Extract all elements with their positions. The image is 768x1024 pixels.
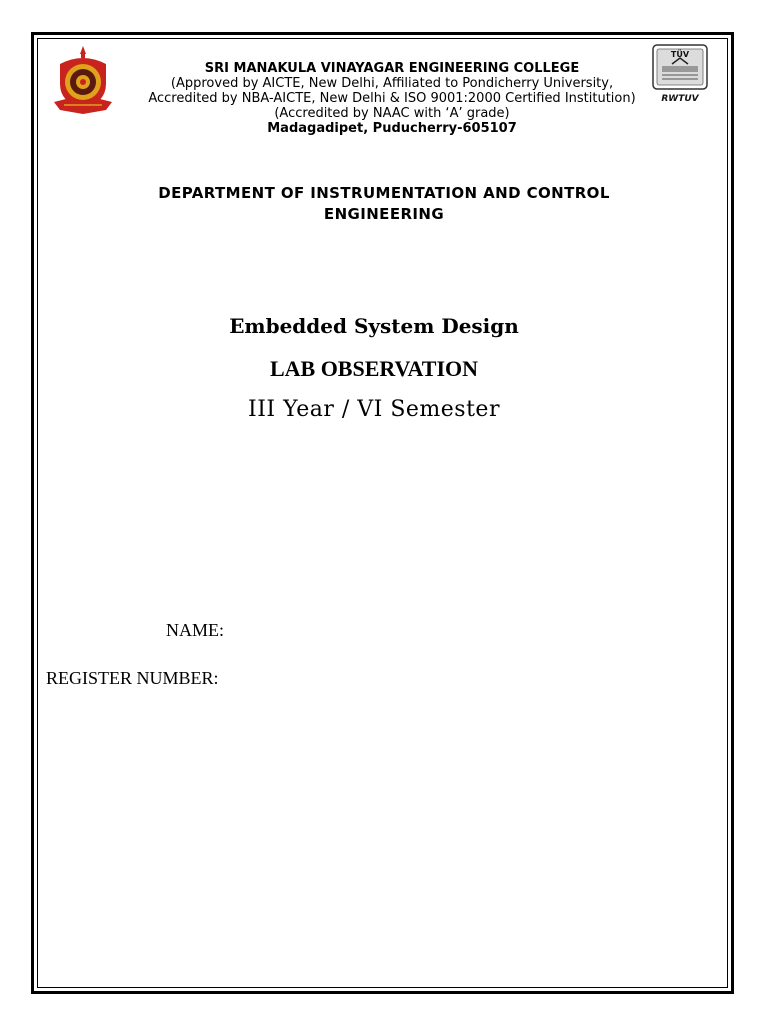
college-header [100,61,684,136]
naac-line: (Accredited by NAAC with ‘A’ grade) [274,106,510,121]
name-label: NAME: [166,620,224,640]
accreditation-line: Accredited by NBA-AICTE, New Delhi & ISO 9001:2000 Certified Institution) [148,91,636,106]
page-border-inner [37,38,728,988]
department-heading [60,183,708,225]
year-semester-title: III Year / VI Semester [248,397,500,422]
department-line-2: ENGINEERING [323,205,445,223]
department-line-1: DEPARTMENT OF INSTRUMENTATION AND CONTROL [158,184,610,202]
document-type-title: LAB OBSERVATION [269,356,479,381]
college-address: Madagadipet, Puducherry-605107 [267,121,517,136]
page-border [31,32,734,994]
approval-line: (Approved by AICTE, New Delhi, Affiliated to Pondicherry University, [170,76,614,91]
tuv-badge-text: TÜV [670,50,690,59]
subject-title: Embedded System Design [229,314,519,338]
tuv-caption: RWTUV [661,94,699,104]
register-number-label: REGISTER NUMBER: [46,668,219,688]
college-name: SRI MANAKULA VINAYAGAR ENGINEERING COLLEGE [204,61,580,76]
